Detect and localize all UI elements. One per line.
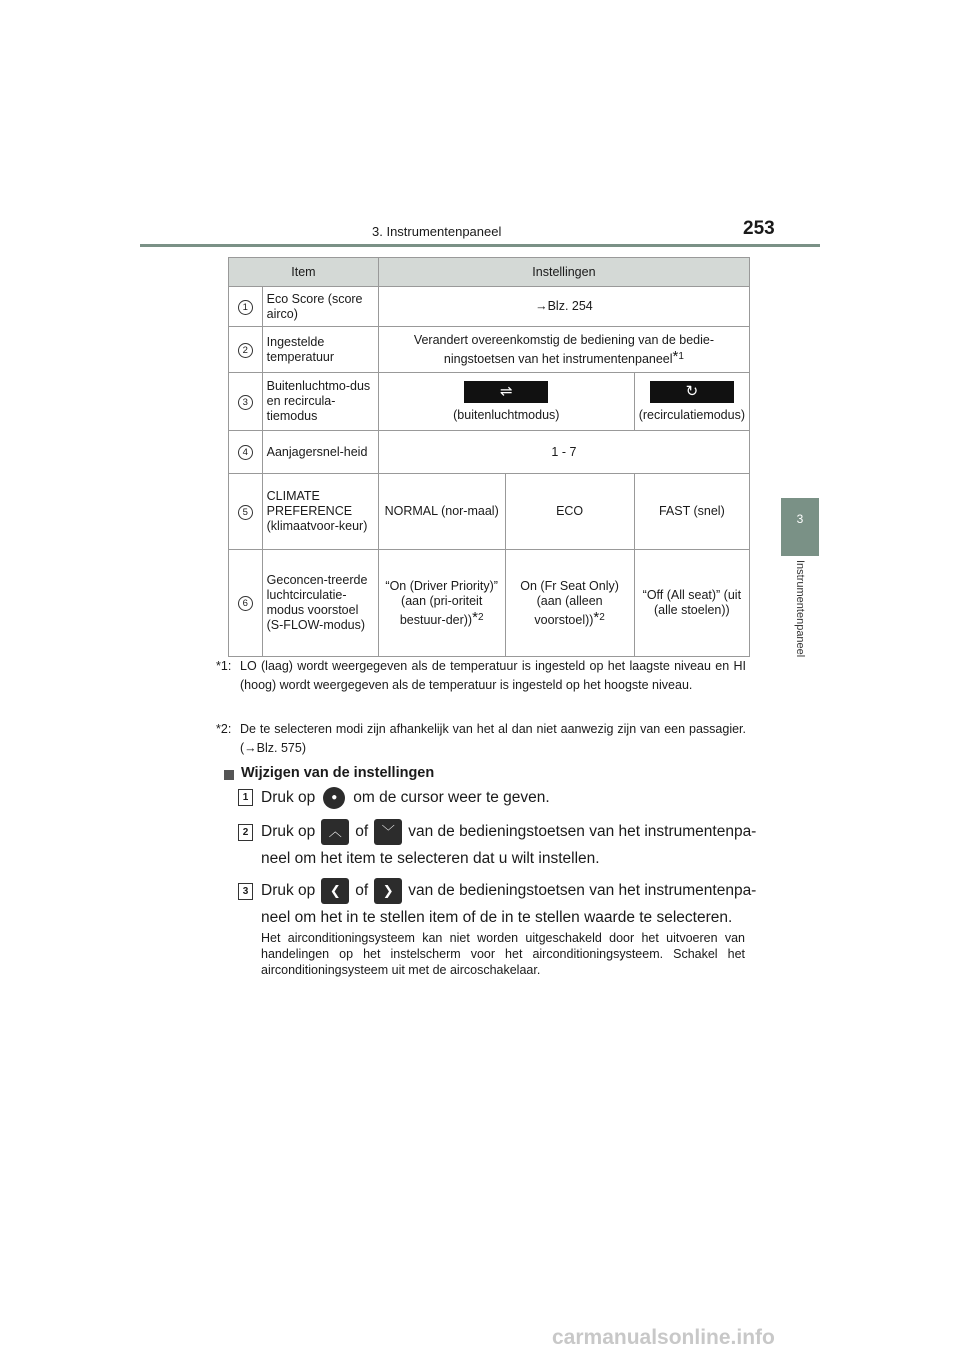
step-text: of <box>355 882 369 899</box>
step-text: van de bedieningstoetsen van het instrumentenpa- <box>408 882 757 899</box>
row-option: ECO <box>505 474 634 550</box>
step-text: neel om het in te stellen item of de in te stellen waarde te selecteren. <box>261 909 733 926</box>
row-option: “Off (All seat)” (uit (alle stoelen)) <box>634 550 749 657</box>
row-option <box>505 550 634 657</box>
header-settings: Instellingen <box>378 258 749 287</box>
round-button-icon: ● <box>323 787 345 809</box>
table-row <box>229 327 750 373</box>
step-text: om de cursor weer te geven. <box>353 789 550 806</box>
footnote-star: * <box>593 608 600 626</box>
left-button-icon: ❮ <box>321 878 349 904</box>
row-item: Ingestelde temperatuur <box>262 327 378 373</box>
step-number: 1 <box>238 789 253 806</box>
header-rule <box>140 244 820 247</box>
row-number-badge: 2 <box>238 343 253 358</box>
step-text: van de bedieningstoetsen van het instrumentenpa- <box>408 823 757 840</box>
watermark: carmanualsonline.info <box>552 1326 775 1349</box>
table-row <box>229 431 750 474</box>
row-setting: →Blz. 254 <box>378 287 749 327</box>
step-text: Druk op <box>261 823 316 840</box>
table-row <box>229 474 750 550</box>
note-paragraph: Het airconditioningsysteem kan niet worden uitgeschakeld door het uitvoeren van handelingen op het instelscherm voor het airconditioningsysteem. Schakel het airconditioningsysteem uit met de aircoschakelaar. <box>261 931 745 977</box>
row-item: CLIMATE PREFERENCE (klimaatvoor-keur) <box>262 474 378 550</box>
footnote-star: * <box>672 347 679 365</box>
footnote-ref: 1 <box>678 350 684 362</box>
settings-table <box>228 257 750 657</box>
footnote-1 <box>216 657 746 695</box>
option-label: (recirculatiemodus) <box>638 407 745 422</box>
step-text: neel om het item te selecteren dat u wilt instellen. <box>261 850 600 867</box>
option-text: On (Fr Seat Only) (aan (alleen voorstoel)) <box>520 578 619 627</box>
header-item: Item <box>229 258 379 287</box>
chapter-tab-label: Instrumentenpaneel <box>794 560 806 658</box>
up-button-icon: ︿ <box>321 819 349 845</box>
down-button-icon: ﹀ <box>374 819 402 845</box>
section-bullet <box>224 770 234 780</box>
footnote-mark: *2: <box>216 722 232 736</box>
row-option <box>378 550 505 657</box>
table-row <box>229 287 750 327</box>
option-label: (buitenluchtmodus) <box>453 407 560 422</box>
table-row <box>229 373 750 431</box>
footnote-2 <box>216 720 746 758</box>
row-number-badge: 3 <box>238 395 253 410</box>
step-text: Druk op <box>261 882 316 899</box>
step-text: Druk op <box>261 789 316 806</box>
option-text: “On (Driver Priority)” (aan (pri-oriteit bestuur-der)) <box>385 578 498 627</box>
row-number-badge: 4 <box>238 445 253 460</box>
footnote-mark: *1: <box>216 659 232 673</box>
footnote-text: De te selecteren modi zijn afhankelijk van het al dan niet aanwezig zijn van een passagier. (→Blz. 575) <box>240 722 746 755</box>
step-text: of <box>355 823 369 840</box>
footnote-ref: 2 <box>477 611 484 623</box>
row-option: NORMAL (nor-maal) <box>378 474 505 550</box>
footnote-text: LO (laag) wordt weergegeven als de temperatuur is ingesteld op het laagste niveau en HI (hoog) wordt weergegeven als de temperatuur is ingesteld op het hoogste niveau. <box>240 659 746 692</box>
row-number-badge: 1 <box>238 300 253 315</box>
step-number: 2 <box>238 824 253 841</box>
row-item: Geconcen-treerde luchtcirculatie-modus voorstoel (S-FLOW-modus) <box>262 550 378 657</box>
row-option: FAST (snel) <box>634 474 749 550</box>
row-setting <box>378 327 749 373</box>
row-option-recirculation <box>634 373 749 431</box>
setting-text: Verandert overeenkomstig de bediening van de bedie-ningstoetsen van het instrumentenpaneel <box>413 332 715 366</box>
chapter-tab-label-wrap <box>781 560 819 690</box>
page-number: 253 <box>743 218 775 239</box>
recirculation-icon: ↻ <box>650 381 734 403</box>
step-2 <box>261 818 756 872</box>
section-heading: Wijzigen van de instellingen <box>241 765 435 781</box>
row-item: Eco Score (score airco) <box>262 287 378 327</box>
step-3 <box>261 877 756 931</box>
chapter-tab-number: 3 <box>796 512 804 526</box>
row-setting: 1 - 7 <box>378 431 749 474</box>
row-number-badge: 5 <box>238 505 253 520</box>
footnote-ref: 2 <box>599 611 605 623</box>
footnote-star: * <box>472 608 478 626</box>
table-header-row <box>229 258 750 287</box>
row-item: Buitenluchtmo-dus en recircula-tiemodus <box>262 373 378 431</box>
step-1 <box>261 784 550 811</box>
step-number: 3 <box>238 883 253 900</box>
right-button-icon: ❯ <box>374 878 402 904</box>
table-row <box>229 550 750 657</box>
row-item: Aanjagersnel-heid <box>262 431 378 474</box>
row-number-badge: 6 <box>238 596 253 611</box>
row-option-outside-air <box>378 373 634 431</box>
running-header-section: 3. Instrumentenpaneel <box>372 224 502 239</box>
outside-air-icon: ⇌ <box>464 381 548 403</box>
chapter-tab <box>781 498 819 556</box>
